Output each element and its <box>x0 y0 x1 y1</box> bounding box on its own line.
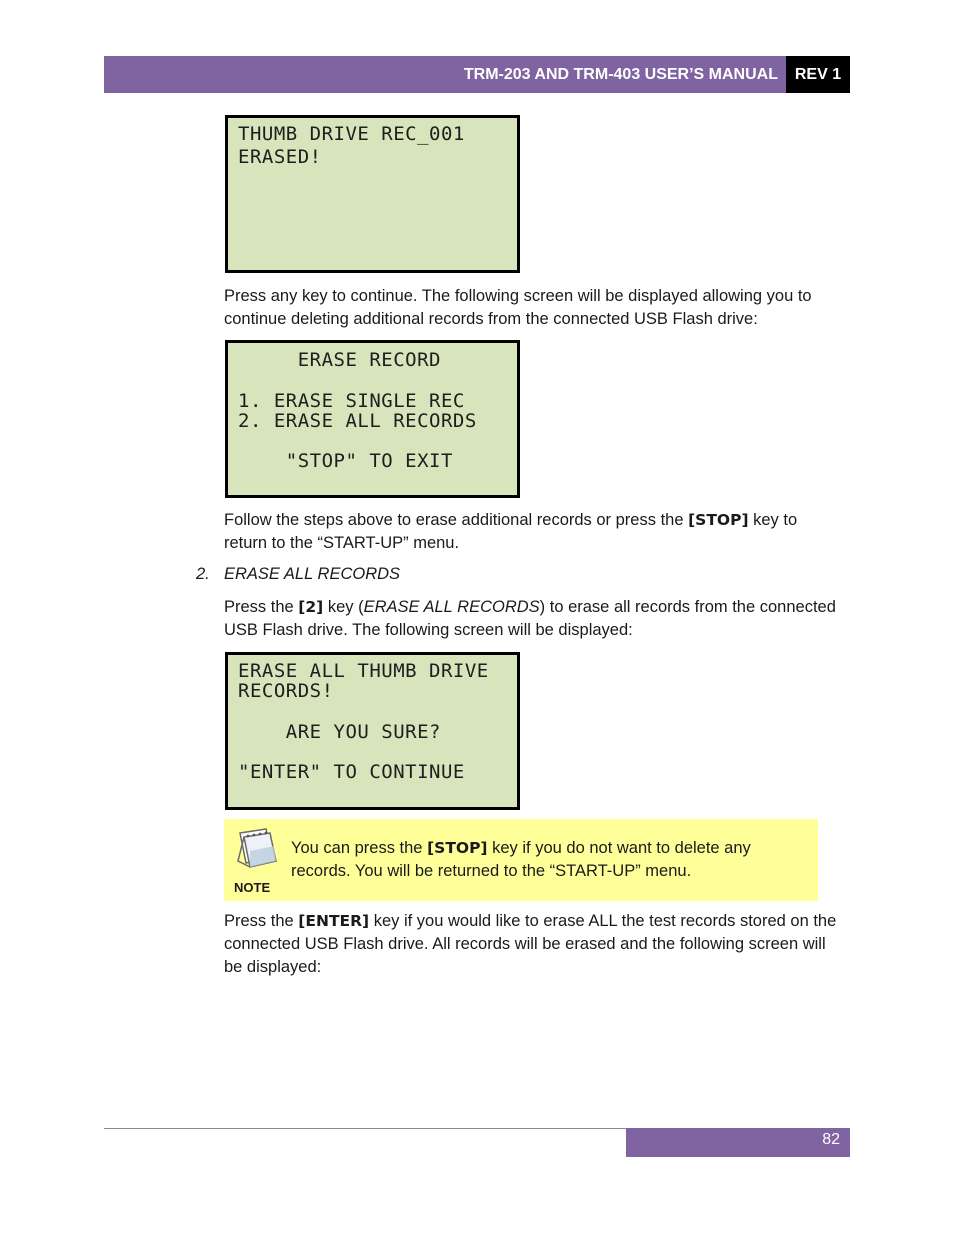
note-text <box>291 837 811 883</box>
lcd-line: ERASED! <box>238 146 322 168</box>
key-stop: [STOP] <box>688 511 749 529</box>
footer-divider <box>104 1128 626 1129</box>
paragraph-text: Press any key to continue. The following screen will be displayed allowing you to continue deleting additional records from the connected USB Flash drive: <box>224 287 812 328</box>
lcd-line: 2. ERASE ALL RECORDS <box>238 410 477 432</box>
list-item-heading: ERASE ALL RECORDS <box>224 565 401 583</box>
key-2: [2] <box>298 598 324 616</box>
text-italic: ERASE ALL RECORDS <box>363 598 540 616</box>
lcd-line: ARE YOU SURE? <box>238 721 441 743</box>
key-stop: [STOP] <box>427 839 488 857</box>
text-run: Press the <box>224 912 299 930</box>
key-enter: [ENTER] <box>298 912 370 930</box>
text-run: Press the <box>224 598 299 616</box>
lcd-line: "STOP" TO EXIT <box>238 450 453 472</box>
page-number-box <box>626 1128 850 1157</box>
paragraph-press-2 <box>224 596 844 642</box>
page-header <box>104 56 850 93</box>
lcd-screen-confirm <box>225 652 520 810</box>
text-run: key ( <box>323 598 364 616</box>
notepad-icon <box>230 827 282 871</box>
text-run: key if you do not want to delete any records. You will be returned to the “START-UP” menu. <box>291 839 751 880</box>
manual-title: TRM-203 AND TRM-403 USER’S MANUAL <box>463 66 778 83</box>
text-run: You can press the <box>291 839 428 857</box>
text-run: ) to erase all records from the connected USB Flash drive. The following screen will be displayed: <box>224 598 836 639</box>
lcd-screen-erased <box>225 115 520 273</box>
paragraph-press-enter <box>224 910 844 979</box>
lcd-line: 1. ERASE SINGLE REC <box>238 390 465 412</box>
lcd-line: ERASE ALL THUMB DRIVE <box>238 660 489 682</box>
lcd-line: "ENTER" TO CONTINUE <box>238 761 465 783</box>
text-run: key if you would like to erase ALL the test records stored on the connected USB Flash drive. All records will be erased and the following screen will be displayed: <box>224 912 837 976</box>
note-box <box>224 819 818 901</box>
text-run: key to return to the “START-UP” menu. <box>224 511 798 552</box>
lcd-line: ERASE RECORD <box>238 349 441 371</box>
list-number: 2. <box>196 565 210 583</box>
page-number: 82 <box>822 1131 840 1148</box>
paragraph-follow-steps <box>224 509 844 555</box>
lcd-line: RECORDS! <box>238 680 334 702</box>
note-label: NOTE <box>234 880 271 895</box>
revision-badge: REV 1 <box>786 56 850 93</box>
lcd-line: THUMB DRIVE REC_001 <box>238 123 465 145</box>
text-run: Follow the steps above to erase additional records or press the <box>224 511 689 529</box>
paragraph-continue <box>224 285 844 331</box>
lcd-screen-erase-record <box>225 340 520 498</box>
